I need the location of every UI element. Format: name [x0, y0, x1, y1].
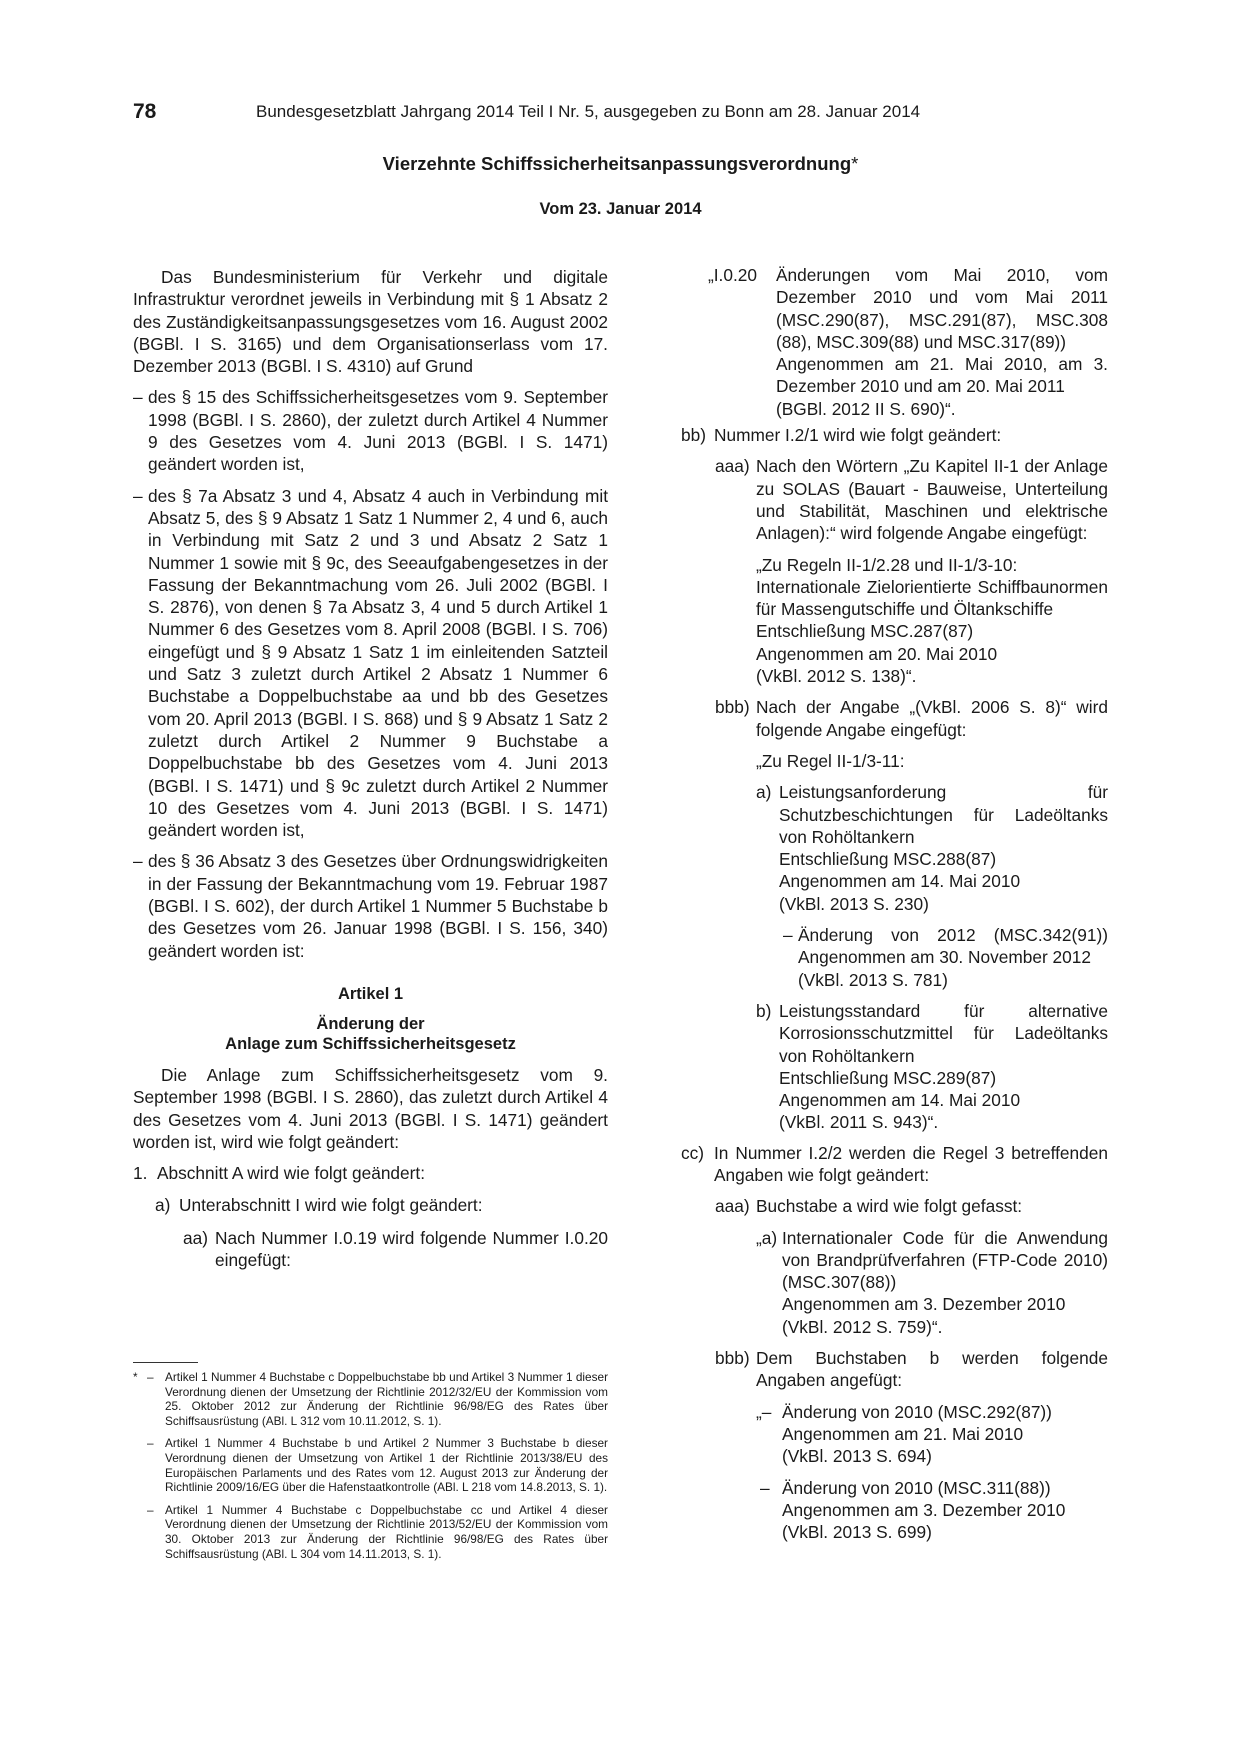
quote-line: Angenommen am 20. Mai 2010	[756, 643, 998, 664]
running-header: Bundesgesetzblatt Jahrgang 2014 Teil I Nr. 5, ausgegeben zu Bonn am 28. Januar 2014	[256, 102, 921, 121]
item-cc-aaa	[715, 1195, 1108, 1338]
entry-text: Änderungen vom Mai 2010, vom Dezember 2010 und vom Mai 2011 (MSC.290(87), MSC.291(87), MSC.308 (88), MSC.309(88) und MSC.317(89))	[776, 265, 1108, 352]
item-adopted: Angenommen am 3. Dezember 2010	[782, 1294, 1066, 1315]
dash-marker: –	[760, 1477, 770, 1498]
item-ref: (VkBl. 2013 S. 694)	[782, 1446, 932, 1467]
list-item-a	[155, 1194, 608, 1216]
item-text: Nummer I.2/1 wird wie folgt geändert:	[714, 425, 1002, 446]
item-text: Buchstabe a wird wie folgt gefasst:	[756, 1196, 1023, 1217]
item-ref: (VkBl. 2013 S. 699)	[782, 1522, 932, 1543]
footnote-dash: –	[147, 1370, 154, 1384]
legal-basis-text: des § 7a Absatz 3 und 4, Absatz 4 auch in Verbindung mit Absatz 5, des § 9 Absatz 1 Satz 1 Nummer 2, 4 und 6, auch in Verbindung mit Satz 2 und 3 und Absatz 2 Satz 1 Nummer 1 sowie mit § 9c, des Seeaufgabengesetzes in der Fassung der Bekanntmachung vom 26. Juli 2002 (BGBl. I S. 2876), von denen § 7a Absatz 3, 4 und 5 durch Artikel 1 Nummer 6 des Gesetzes vom 8. April 2008 (BGBl. I S. 706) eingefügt und § 9 Absatz 1 Satz 1 im einleitenden Satzteil und Satz 3 zuletzt durch Artikel 2 Absatz 1 Nummer 6 Buchstabe a Doppelbuchstabe aa und bb des Gesetzes vom 20. April 2013 (BGBl. I S. 868) und § 9 Absatz 1 Satz 2 zuletzt durch Artikel 2 Nummer 9 Buchstabe a Doppelbuchstabe bb des Gesetzes vom 4. Juni 2013 (BGBl. I S. 1471) und § 9c zuletzt durch Artikel 2 Nummer 10 des Gesetzes vom 4. Juni 2013 (BGBl. I S. 1471) geändert worden ist,	[148, 485, 608, 841]
item-label: bbb)	[715, 697, 750, 718]
legal-basis-text: des § 36 Absatz 3 des Gesetzes über Ordnungswidrigkeiten in der Fassung der Bekanntmachung vom 19. Februar 1987 (BGBl. I S. 602), der durch Artikel 1 Nummer 5 Buchstabe b des Gesetzes vom 26. Januar 1998 (BGBl. I S. 156, 340) geändert worden ist:	[148, 851, 608, 961]
article-intro: Die Anlage zum Schiffssicherheitsgesetz vom 9. September 1998 (BGBl. I S. 2860), das zuletzt durch Artikel 4 des Gesetzes vom 4. Juni 2013 (BGBl. I S. 1471) geändert worden ist, wird wie folgt geändert:	[133, 1064, 608, 1152]
legal-basis-item	[133, 850, 608, 961]
legal-basis-item	[133, 386, 608, 475]
item-label: bb)	[681, 425, 706, 446]
item-label: a)	[756, 782, 772, 803]
item-adopted: Angenommen am 14. Mai 2010	[779, 871, 1021, 892]
article-title-line-1: Änderung der	[316, 1014, 425, 1033]
dash-marker: „–	[756, 1401, 772, 1422]
footnote-marker: *	[851, 153, 859, 174]
item-text: Änderung von 2010 (MSC.311(88))	[782, 1477, 1051, 1498]
item-label: a)	[155, 1195, 171, 1216]
item-adopted: Angenommen am 21. Mai 2010	[782, 1423, 1024, 1444]
item-text: Nach der Angabe „(VkBl. 2006 S. 8)“ wird folgende Angabe eingefügt:	[756, 697, 1108, 740]
dash-marker: –	[133, 485, 143, 506]
quoted-insert	[756, 554, 1108, 688]
item-ref: (VkBl. 2012 S. 759)“.	[782, 1316, 943, 1337]
right-column	[683, 264, 1108, 1543]
item-label: b)	[756, 1000, 772, 1021]
item-label: „a)	[756, 1227, 778, 1248]
item-res: Entschließung MSC.289(87)	[779, 1067, 997, 1088]
item-text: Internationaler Code für die Anwendung von Brandprüfverfahren (FTP-Code 2010) (MSC.307(88))	[782, 1227, 1108, 1293]
footnote	[133, 1503, 608, 1561]
item-text: Nach den Wörtern „Zu Kapitel II-1 der Anlage zu SOLAS (Bauart - Bauweise, Unterteilung und Stabilität, Maschinen und elektrische Anlagen):“ wird folgende Angabe eingefügt:	[756, 456, 1108, 544]
legal-basis-text: des § 15 des Schiffssicherheitsgesetzes vom 9. September 1998 (BGBl. I S. 2860), der zuletzt durch Artikel 4 Nummer 9 des Gesetzes vom 4. Juni 2013 (BGBl. I S. 1471) geändert worden ist,	[148, 387, 608, 475]
item-cc	[681, 1142, 1108, 1187]
quoted-dash-item	[756, 1401, 1108, 1468]
page-number: 78	[133, 100, 157, 123]
dash-marker: –	[783, 925, 793, 946]
item-cc-bbb	[715, 1347, 1108, 1543]
document-date: Vom 23. Januar 2014	[539, 200, 702, 218]
legal-basis-item	[133, 485, 608, 842]
entry-ref: (BGBl. 2012 II S. 690)“.	[776, 398, 956, 419]
entry-adopted: Angenommen am 21. Mai 2010, am 3. Dezember 2010 und am 20. Mai 2011	[776, 354, 1108, 397]
quote-line: Internationale Zielorientierte Schiffbaunormen für Massengutschiffe und Öltankschiffe	[756, 576, 1108, 620]
item-bb	[681, 424, 1108, 446]
item-text: Leistungsanforderung für Schutzbeschichtungen für Ladeöltanks von Rohöltankern	[779, 782, 1108, 847]
item-text: In Nummer I.2/2 werden die Regel 3 betreffenden Angaben wie folgt geändert:	[714, 1142, 1108, 1185]
sub-dash-item	[779, 924, 1108, 991]
footnote	[133, 1436, 608, 1494]
quoted-dash-item	[756, 1477, 1108, 1544]
footnote-dash: –	[147, 1436, 154, 1451]
item-ref: (VkBl. 2013 S. 781)	[798, 969, 948, 990]
item-label: aaa)	[715, 1196, 750, 1217]
footnote-text: Artikel 1 Nummer 4 Buchstabe b und Artikel 2 Nummer 3 Buchstabe b dieser Verordnung dienen der Umsetzung von Artikel 1 der Richtlinie 2013/38/EU des Europäischen Parlaments und des Rates vom 12. August 2013 zur Änderung der Richtlinie 2009/16/EG über die Hafenstaatkontrolle (ABl. L 218 vom 14.8.2013, S. 1).	[165, 1436, 608, 1495]
footnote-rule	[133, 1362, 198, 1363]
item-label: 1.	[133, 1163, 148, 1184]
item-text: Unterabschnitt I wird wie folgt geändert:	[179, 1195, 483, 1216]
footnote-text: Artikel 1 Nummer 4 Buchstabe c Doppelbuchstabe cc und Artikel 4 dieser Verordnung dienen der Umsetzung der Richtlinie 2013/52/EU der Kommission vom 30. Oktober 2013 zur Änderung der Richtlinie 96/98/EG des Rates über Schiffsausrüstung (ABl. L 304 vom 14.11.2013, S. 1).	[165, 1502, 608, 1561]
entry-i020	[708, 264, 1108, 420]
footnotes	[133, 1370, 608, 1561]
item-text: Leistungsstandard für alternative Korrosionsschutzmittel für Ladeöltanks von Rohöltankern	[779, 1000, 1108, 1066]
item-text: Abschnitt A wird wie folgt geändert:	[157, 1163, 426, 1184]
item-label: bbb)	[715, 1348, 750, 1369]
dash-marker: –	[133, 387, 143, 408]
footnote-text: Artikel 1 Nummer 4 Buchstabe c Doppelbuchstabe bb und Artikel 3 Nummer 1 dieser Verordnung dienen der Umsetzung der Richtlinie 2012/32/EU der Kommission vom 25. Oktober 2012 zur Änderung der Richtlinie 96/98/EG des Rates über Schiffsausrüstung (ABl. L 312 vom 10.11.2012, S. 1).	[165, 1370, 608, 1428]
quote-line: (VkBl. 2012 S. 138)“.	[756, 666, 917, 687]
dash-marker: –	[133, 851, 143, 872]
item-adopted: Angenommen am 14. Mai 2010	[779, 1090, 1021, 1111]
document-title	[0, 153, 1241, 175]
article-label: Artikel 1	[337, 984, 404, 1003]
item-text: Änderung von 2010 (MSC.292(87))	[782, 1401, 1052, 1422]
left-column	[133, 266, 608, 1271]
quoted-item	[756, 1227, 1108, 1338]
item-text: Änderung von 2012 (MSC.342(91)) Angenommen am 30. November 2012	[798, 925, 1108, 968]
item-bb-aaa	[715, 455, 1108, 687]
item-label: cc)	[681, 1142, 705, 1163]
article-title-line-2: Anlage zum Schiffssicherheitsgesetz	[225, 1034, 516, 1053]
item-bb-bbb	[715, 696, 1108, 1133]
item-text: Dem Buchstaben b werden folgende Angaben angefügt:	[756, 1348, 1108, 1391]
footnote	[133, 1370, 608, 1428]
item-ref: (VkBl. 2013 S. 230)	[779, 893, 929, 914]
item-adopted: Angenommen am 3. Dezember 2010	[782, 1499, 1066, 1520]
item-text: Nach Nummer I.0.19 wird folgende Nummer I.0.20 eingefügt:	[215, 1227, 608, 1270]
item-label: aaa)	[715, 456, 750, 477]
item-res: Entschließung MSC.288(87)	[779, 849, 997, 870]
item-ref: (VkBl. 2011 S. 943)“.	[779, 1112, 939, 1133]
item-label: aa)	[183, 1227, 208, 1248]
sub-item-a	[756, 781, 1108, 991]
quote-line: „Zu Regeln II-1/2.28 und II-1/3-10:	[756, 554, 1018, 575]
list-item-aa	[183, 1227, 608, 1272]
list-item-1	[133, 1162, 608, 1184]
quote-line: Entschließung MSC.287(87)	[756, 621, 974, 642]
title-text: Vierzehnte Schiffssicherheitsanpassungsverordnung	[382, 153, 852, 174]
entry-label: „I.0.20	[708, 265, 757, 285]
quote-intro: „Zu Regel II-1/3-11:	[756, 750, 905, 771]
footnote-dash: –	[147, 1502, 154, 1517]
sub-item-b	[756, 1000, 1108, 1134]
footnote-star: *	[133, 1370, 138, 1384]
preamble: Das Bundesministerium für Verkehr und digitale Infrastruktur verordnet jeweils in Verbindung mit § 1 Absatz 2 des Zuständigkeitsanpassungsgesetzes vom 16. August 2002 (BGBl. I S. 3165) und dem Organisationserlass vom 17. Dezember 2013 (BGBl. I S. 4310) auf Grund	[133, 267, 608, 377]
